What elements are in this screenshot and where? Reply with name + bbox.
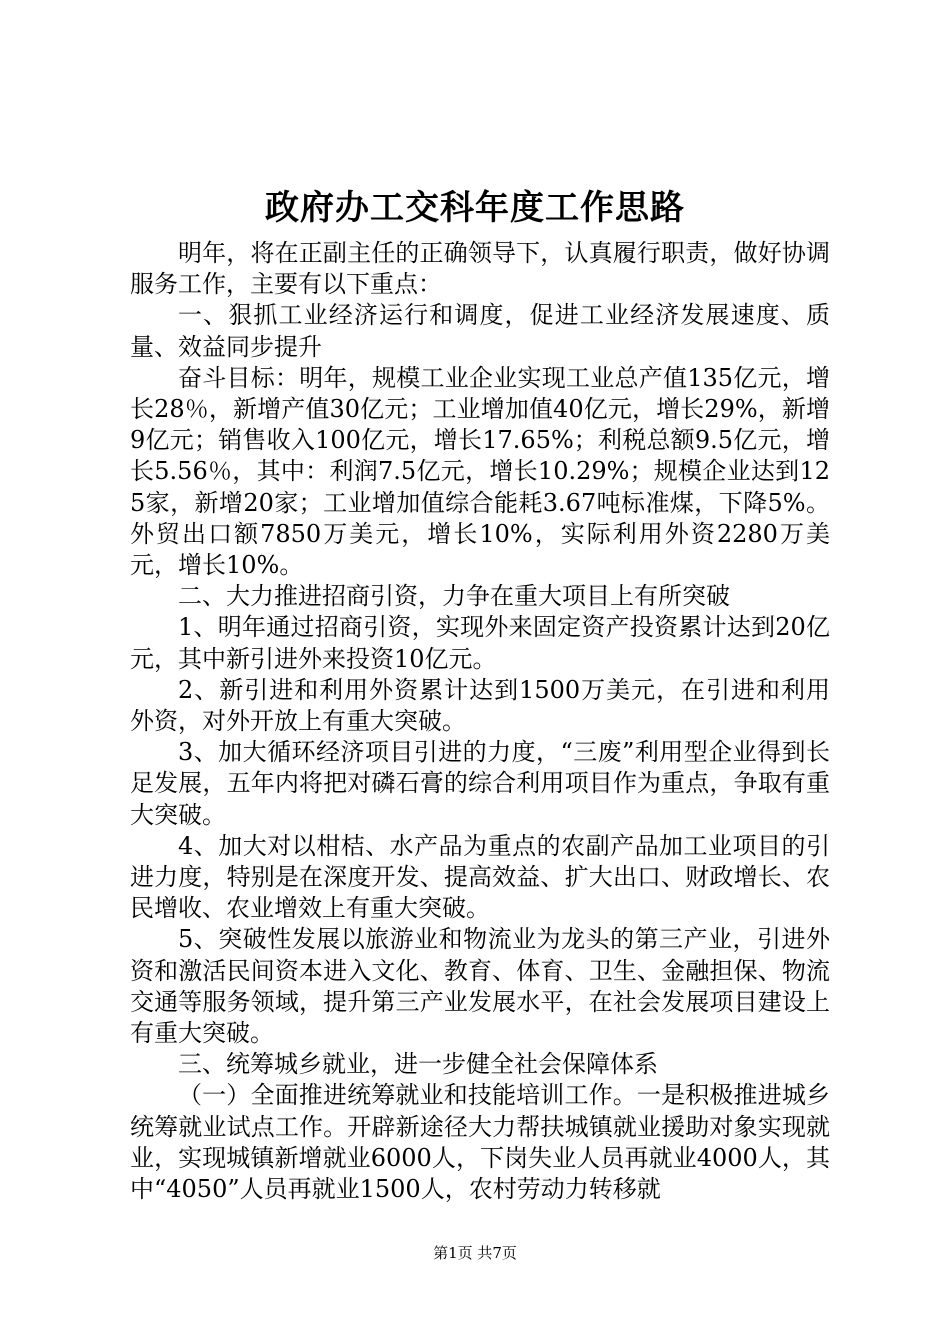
paragraph-item-1: 1、明年通过招商引资，实现外来固定资产投资累计达到20亿元，其中新引进外来投资10亿元。 bbox=[130, 613, 830, 673]
paragraph-item-5: 5、突破性发展以旅游业和物流业为龙头的第三产业，引进外资和激活民间资本进入文化、教育、体育、卫生、金融担保、物流交通等服务领域，提升第三产业发展水平，在社会发展项目建设上有重大突破。 bbox=[130, 925, 830, 1048]
document-title: 政府办工交科年度工作思路 bbox=[265, 188, 685, 228]
paragraph-section-1-heading: 一、狠抓工业经济运行和调度，促进工业经济发展速度、质量、效益同步提升 bbox=[130, 301, 830, 361]
paragraph-intro: 明年，将在正副主任的正确领导下，认真履行职责，做好协调服务工作，主要有以下重点： bbox=[130, 239, 830, 299]
paragraph-section-2-heading: 二、大力推进招商引资，力争在重大项目上有所突破 bbox=[178, 582, 730, 611]
page-number-footer: 第1页 共7页 bbox=[433, 1244, 517, 1262]
document-body bbox=[130, 238, 830, 1205]
paragraph-item-4: 4、加大对以柑桔、水产品为重点的农副产品加工业项目的引进力度，特别是在深度开发、提高效益、扩大出口、财政增长、农民增收、农业增效上有重大突破。 bbox=[130, 831, 830, 923]
paragraph-targets: 奋斗目标：明年，规模工业企业实现工业总产值135亿元，增长28％，新增产值30亿元；工业增加值40亿元，增长29%，新增9亿元；销售收入100亿元，增长17.65%；利税总额9.5亿元，增长5.56％，其中：利润7.5亿元，增长10.29%；规模企业达到125家，新增20家；工业增加值综合能耗3.67吨标准煤，下降5%。外贸出口额7850万美元，增长10%，实际利用外资2280万美元，增长10%。 bbox=[130, 363, 830, 580]
paragraph-section-3-heading: 三、统筹城乡就业，进一步健全社会保障体系 bbox=[178, 1050, 658, 1079]
paragraph-item-3: 3、加大循环经济项目引进的力度，“三废”利用型企业得到长足发展，五年内将把对磷石膏的综合利用项目作为重点，争取有重大突破。 bbox=[130, 738, 830, 829]
paragraph-item-2: 2、新引进和利用外资累计达到1500万美元，在引进和利用外资，对外开放上有重大突破。 bbox=[130, 675, 830, 736]
paragraph-employment: （一）全面推进统筹就业和技能培训工作。一是积极推进城乡统筹就业试点工作。开辟新途径大力帮扶城镇就业援助对象实现就业，实现城镇新增就业6000人，下岗失业人员再就业4000人，其中“4050”人员再就业1500人，农村劳动力转移就 bbox=[130, 1081, 830, 1204]
